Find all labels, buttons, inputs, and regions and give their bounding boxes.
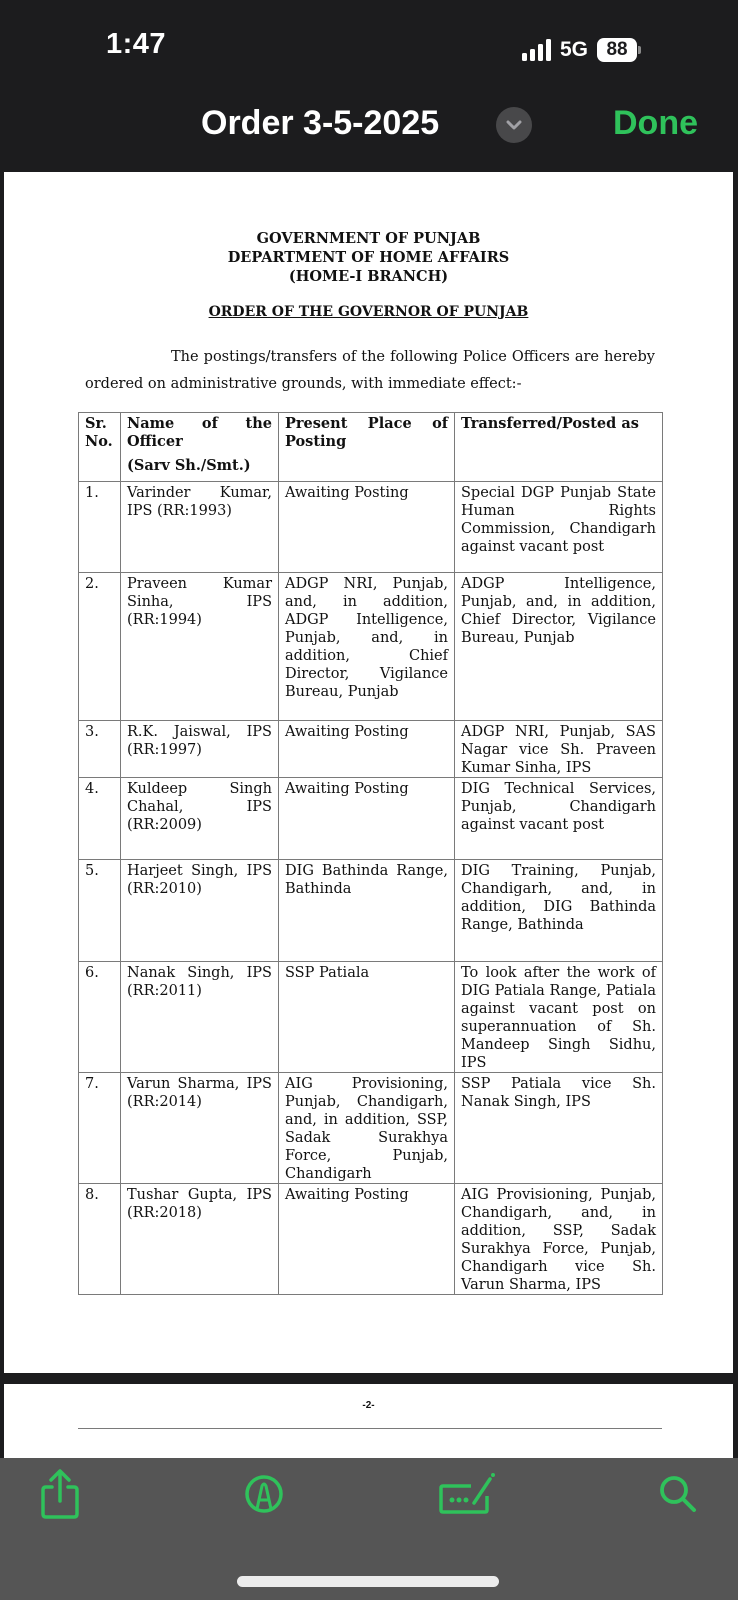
markup-pen-icon — [242, 1472, 286, 1516]
table-row — [79, 573, 663, 721]
cell-sr: 6. — [79, 962, 121, 1073]
cell-name: Harjeet Singh, IPS (RR:2010) — [121, 860, 279, 962]
cell-sr: 1. — [79, 482, 121, 573]
cell-transferred: DIG Training, Punjab, Chandigarh, and, in addition, DIG Bathinda Range, Bathinda — [455, 860, 663, 962]
status-time: 1:47 — [106, 28, 167, 60]
table-row — [79, 1073, 663, 1184]
cell-transferred: AIG Provisioning, Punjab, Chandigarh, and, in addition, SSP, Sadak Surakhya Force, Punjab, Chandigarh vice Sh. Varun Sharma, IPS — [455, 1184, 663, 1295]
network-type: 5G — [560, 38, 589, 61]
table-row — [79, 1184, 663, 1295]
signature-icon — [437, 1472, 499, 1516]
table-row — [79, 721, 663, 778]
cell-name: R.K. Jaiswal, IPS (RR:1997) — [121, 721, 279, 778]
cell-name: Praveen Kumar Sinha, IPS (RR:1994) — [121, 573, 279, 721]
signature-button[interactable] — [436, 1466, 500, 1522]
battery-tip — [638, 46, 641, 54]
cell-sr: 7. — [79, 1073, 121, 1184]
intro-paragraph: The postings/transfers of the following Police Officers are hereby ordered on administrative grounds, with immediate effect:- — [85, 349, 655, 392]
markup-button[interactable] — [236, 1466, 292, 1522]
search-button[interactable] — [650, 1466, 706, 1522]
search-icon — [656, 1472, 700, 1516]
share-button[interactable] — [32, 1466, 88, 1522]
table-row — [79, 962, 663, 1073]
header-sr-no: Sr. No. — [79, 413, 121, 482]
cell-present: AIG Provisioning, Punjab, Chandigarh, and, in addition, SSP, Sadak Surakhya Force, Punjab, Chandigarh — [279, 1073, 455, 1184]
cell-name: Tushar Gupta, IPS (RR:2018) — [121, 1184, 279, 1295]
cell-present: DIG Bathinda Range, Bathinda — [279, 860, 455, 962]
cell-sr: 4. — [79, 778, 121, 860]
table-top-border — [78, 1428, 662, 1429]
table-row — [79, 482, 663, 573]
battery-level: 88 — [597, 38, 637, 62]
cell-name: Varinder Kumar, IPS (RR:1993) — [121, 482, 279, 573]
header-name-label: Name of the Officer — [127, 415, 272, 450]
chevron-down-icon — [506, 120, 522, 130]
table-row — [79, 860, 663, 962]
header-name-sub: (Sarv Sh./Smt.) — [127, 457, 251, 474]
cell-present: Awaiting Posting — [279, 778, 455, 860]
page-number: -2- — [362, 1400, 375, 1411]
nav-bar — [0, 92, 738, 162]
cell-name: Varun Sharma, IPS (RR:2014) — [121, 1073, 279, 1184]
share-icon — [38, 1467, 82, 1521]
cell-present: SSP Patiala — [279, 962, 455, 1073]
cell-present: Awaiting Posting — [279, 482, 455, 573]
cell-sr: 2. — [79, 573, 121, 721]
cell-present: Awaiting Posting — [279, 721, 455, 778]
cell-transferred: DIG Technical Services, Punjab, Chandigarh against vacant post — [455, 778, 663, 860]
cell-transferred: ADGP NRI, Punjab, SAS Nagar vice Sh. Praveen Kumar Sinha, IPS — [455, 721, 663, 778]
table-header-row — [79, 413, 663, 482]
heading-line-3: (HOME-I BRANCH) — [288, 268, 449, 285]
transfer-table — [78, 412, 663, 1295]
header-name — [121, 413, 279, 482]
table-row — [79, 778, 663, 860]
cell-present: Awaiting Posting — [279, 1184, 455, 1295]
cell-transferred: To look after the work of DIG Patiala Range, Patiala against vacant post on superannuation of Sh. Mandeep Singh Sidhu, IPS — [455, 962, 663, 1073]
status-indicators — [522, 35, 641, 65]
cellular-signal-icon — [522, 39, 551, 61]
header-transferred: Transferred/Posted as — [455, 413, 663, 482]
order-title: ORDER OF THE GOVERNOR OF PUNJAB — [208, 304, 529, 320]
bottom-toolbar — [0, 1458, 738, 1600]
cell-present: ADGP NRI, Punjab, and, in addition, ADGP Intelligence, Punjab, and, in addition, Chief Director, Vigilance Bureau, Punjab — [279, 573, 455, 721]
document-title[interactable]: Order 3-5-2025 — [201, 104, 440, 142]
document-page-1[interactable] — [4, 172, 733, 1373]
heading-line-1: GOVERNMENT OF PUNJAB — [256, 230, 481, 247]
cell-transferred: SSP Patiala vice Sh. Nanak Singh, IPS — [455, 1073, 663, 1184]
cell-name: Kuldeep Singh Chahal, IPS (RR:2009) — [121, 778, 279, 860]
cell-transferred: Special DGP Punjab State Human Rights Commission, Chandigarh against vacant post — [455, 482, 663, 573]
status-bar — [0, 0, 738, 90]
header-present: Present Place of Posting — [279, 413, 455, 482]
title-menu-button[interactable] — [496, 107, 532, 143]
done-button[interactable]: Done — [613, 104, 698, 142]
battery-icon — [597, 38, 641, 62]
home-indicator[interactable] — [237, 1576, 499, 1587]
cell-sr: 5. — [79, 860, 121, 962]
cell-name: Nanak Singh, IPS (RR:2011) — [121, 962, 279, 1073]
cell-sr: 8. — [79, 1184, 121, 1295]
cell-sr: 3. — [79, 721, 121, 778]
cell-transferred: ADGP Intelligence, Punjab, and, in addition, Chief Director, Vigilance Bureau, Punjab — [455, 573, 663, 721]
heading-line-2: DEPARTMENT OF HOME AFFAIRS — [227, 249, 510, 266]
